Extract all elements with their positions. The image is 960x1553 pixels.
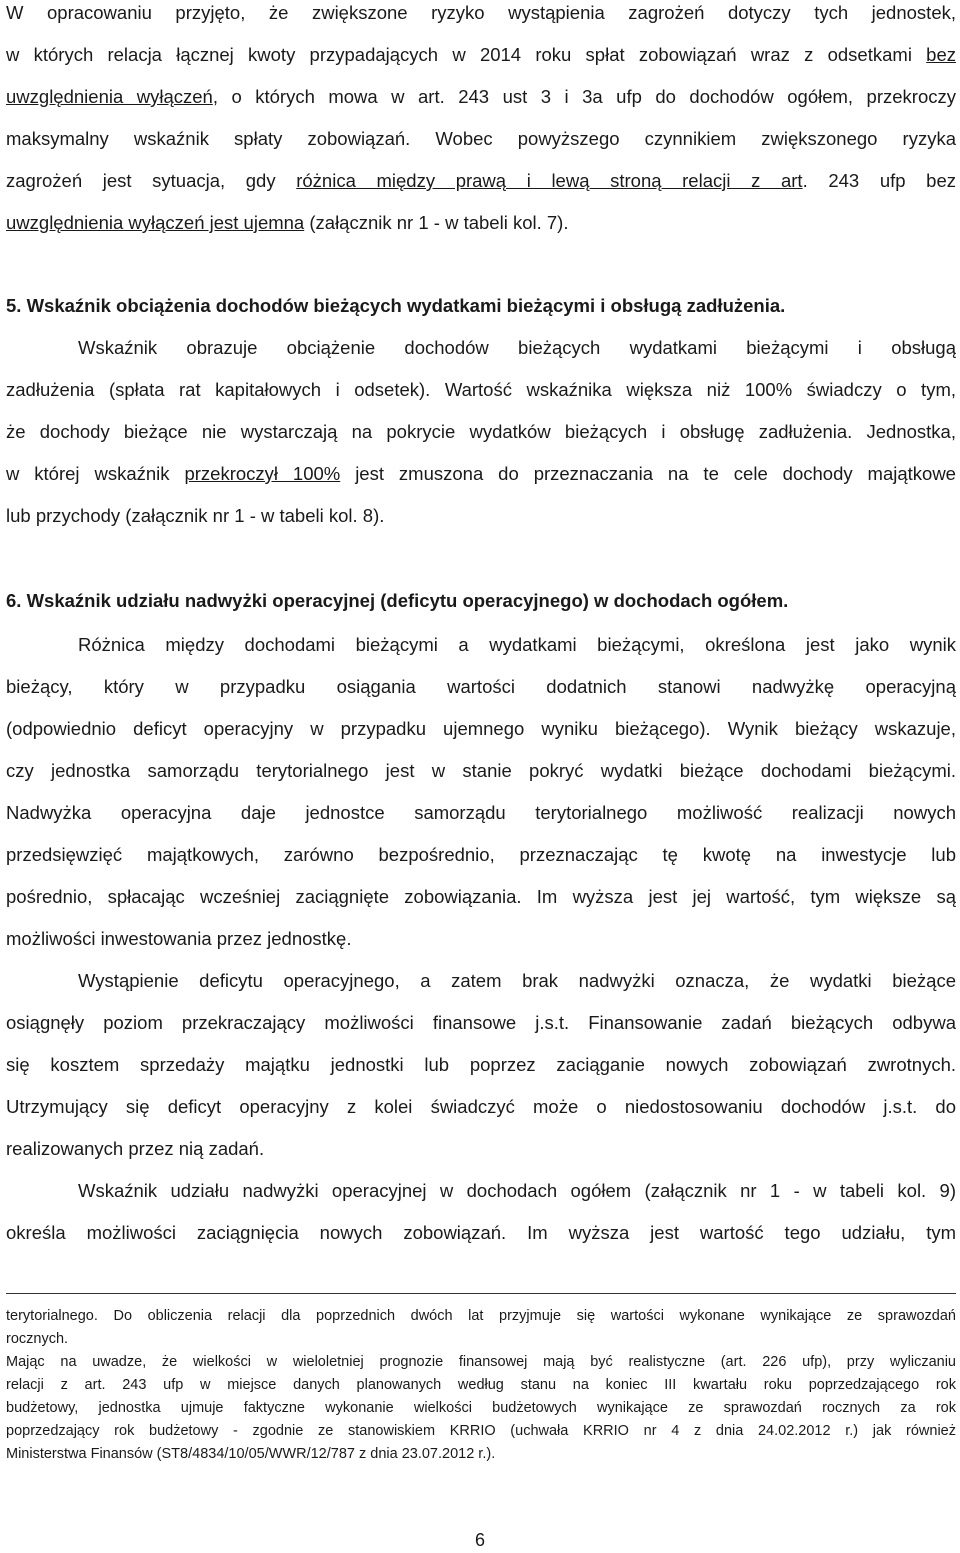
section-5-line-1: Wskaźnik obrazuje obciążenie dochodów bieżących wydatkami bieżącymi i obsługą [78,337,956,358]
section-6-p1-line: Nadwyżka operacyjna daje jednostce samorządu terytorialnego możliwość realizacji nowych [6,802,956,823]
footnote-line: Ministerstwa Finansów (ST8/4834/10/05/WWR/12/787 z dnia 23.07.2012 r.). [6,1446,496,1462]
section-6-p2-line: osiągnęły poziom przekraczający możliwości finansowe j.s.t. Finansowanie zadań bieżących odbywa [6,1012,956,1033]
section-6-p1-line: czy jednostka samorządu terytorialnego jest w stanie pokryć wydatki bieżące dochodami bieżącymi. [6,760,956,781]
section-5-line-3: że dochody bieżące nie wystarczają na pokrycie wydatków bieżących i obsługę zadłużenia. Jednostka, [6,421,956,442]
section-6-p1-line: (odpowiednio deficyt operacyjny w przypadku ujemnego wyniku bieżącego). Wynik bieżący wskazuje, [6,718,956,739]
section-6-p1-line: Różnica między dochodami bieżącymi a wydatkami bieżącymi, określona jest jako wynik [78,634,956,655]
intro-line-2: w których relacja łącznej kwoty przypadających w 2014 roku spłat zobowiązań wraz z odsetkami bez [6,44,956,65]
footnote-line: poprzedzający rok budżetowy - zgodnie ze stanowiskiem KRRIO (uchwała KRRIO nr 4 z dnia 24.02.2012 r.) jak również [6,1423,956,1439]
intro-line-1: W opracowaniu przyjęto, że zwiększone ryzyko wystąpienia zagrożeń dotyczy tych jednostek, [6,2,956,23]
section-5-line-2: zadłużenia (spłata rat kapitałowych i odsetek). Wartość wskaźnika większa niż 100% świadczy o tym, [6,379,956,400]
section-5-line-5: lub przychody (załącznik nr 1 - w tabeli kol. 8). [6,505,385,526]
footnote-separator [6,1293,956,1294]
section-5-line-4: w której wskaźnik przekroczył 100% jest zmuszona do przeznaczania na te cele dochody majątkowe [6,463,956,484]
section-6-p1-line: przedsięwzięć majątkowych, zarówno bezpośrednio, przeznaczając tę kwotę na inwestycje lub [6,844,956,865]
footnote-line: terytorialnego. Do obliczenia relacji dla poprzednich dwóch lat przyjmuje się wartości wykonane wynikające ze sprawozdań [6,1308,956,1324]
footnote-line: relacji z art. 243 ufp w miejsce danych planowanych według stanu na koniec III kwartału roku poprzedzającego rok [6,1377,956,1393]
intro-line-5: zagrożeń jest sytuacja, gdy różnica między prawą i lewą stroną relacji z art. 243 ufp bez [6,170,956,191]
footnote-line: Mając na uwadze, że wielkości w wieloletniej prognozie finansowej mają być realistyczne (art. 226 ufp), przy wyliczaniu [6,1354,956,1370]
intro-line-6: uwzględnienia wyłączeń jest ujemna (załącznik nr 1 - w tabeli kol. 7). [6,212,569,233]
section-6-p1-line: pośrednio, spłacając wcześniej zaciągnięte zobowiązania. Im wyższa jest jej wartość, tym większe są [6,886,956,907]
section-6-p3-line: określa możliwości zaciągnięcia nowych zobowiązań. Im wyższa jest wartość tego udziału, tym [6,1222,956,1243]
intro-line-3: uwzględnienia wyłączeń, o których mowa w art. 243 ust 3 i 3a ufp do dochodów ogółem, przekroczy [6,86,956,107]
section-6-p2-line: Utrzymujący się deficyt operacyjny z kolei świadczyć może o niedostosowaniu dochodów j.s.t. do [6,1096,956,1117]
intro-line-4: maksymalny wskaźnik spłaty zobowiązań. Wobec powyższego czynnikiem zwiększonego ryzyka [6,128,956,149]
section-6-p3-line: Wskaźnik udziału nadwyżki operacyjnej w dochodach ogółem (załącznik nr 1 - w tabeli kol. 9) [78,1180,956,1201]
section-6-p1-line: bieżący, który w przypadku osiągania wartości dodatnich stanowi nadwyżkę operacyjną [6,676,956,697]
section-6-p2-line: się kosztem sprzedaży majątku jednostki lub poprzez zaciąganie nowych zobowiązań zwrotnych. [6,1054,956,1075]
footnote-line: rocznych. [6,1331,69,1347]
section-6-heading: 6. Wskaźnik udziału nadwyżki operacyjnej (deficytu operacyjnego) w dochodach ogółem. [6,590,789,611]
section-6-p2-line: realizowanych przez nią zadań. [6,1138,265,1159]
section-5-heading: 5. Wskaźnik obciążenia dochodów bieżących wydatkami bieżącymi i obsługą zadłużenia. [6,295,786,316]
section-6-p2-line: Wystąpienie deficytu operacyjnego, a zatem brak nadwyżki oznacza, że wydatki bieżące [78,970,956,991]
section-6-p1-line: możliwości inwestowania przez jednostkę. [6,928,352,949]
footnote-line: budżetowy, jednostka ujmuje faktyczne wykonanie wielkości budżetowych wynikające ze sprawozdań rocznych za rok [6,1400,956,1416]
page-number: 6 [474,1530,485,1550]
